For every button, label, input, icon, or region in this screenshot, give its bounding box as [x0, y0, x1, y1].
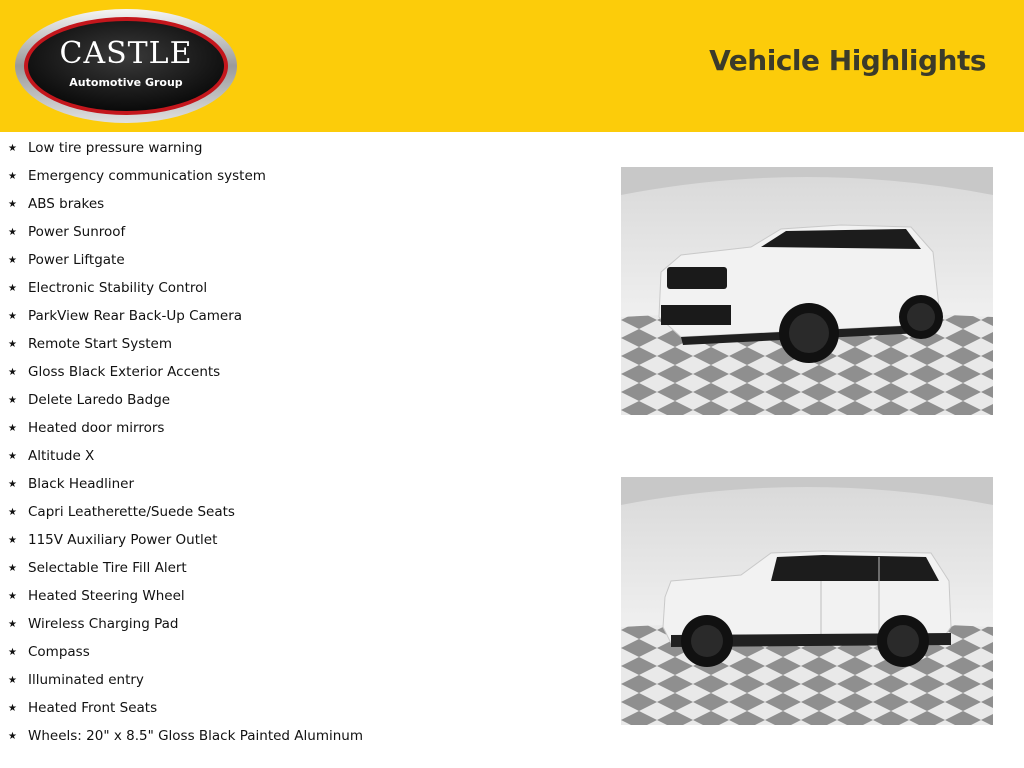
- feature-label: Heated Steering Wheel: [28, 588, 185, 604]
- feature-item: [8, 190, 588, 218]
- castle-logo: [14, 8, 238, 124]
- feature-label: Selectable Tire Fill Alert: [28, 560, 187, 576]
- feature-item: [8, 638, 588, 666]
- feature-label: Heated door mirrors: [28, 420, 165, 436]
- feature-label: Compass: [28, 644, 90, 660]
- star-icon: ★: [8, 170, 17, 182]
- star-icon: ★: [8, 478, 17, 490]
- feature-item: [8, 554, 588, 582]
- feature-item: [8, 274, 588, 302]
- feature-item: [8, 666, 588, 694]
- logo-tagline: Automotive Group: [69, 76, 183, 89]
- feature-label: Emergency communication system: [28, 168, 266, 184]
- star-icon: ★: [8, 646, 17, 658]
- vehicle-front-three-quarter-photo: [621, 167, 993, 415]
- feature-item: [8, 134, 588, 162]
- feature-item: [8, 330, 588, 358]
- feature-label: Heated Front Seats: [28, 700, 158, 716]
- page-title: Vehicle Highlights: [709, 44, 986, 77]
- feature-item: [8, 386, 588, 414]
- feature-item: [8, 694, 588, 722]
- feature-item: [8, 162, 588, 190]
- feature-label: Power Sunroof: [28, 224, 126, 240]
- star-icon: ★: [8, 618, 17, 630]
- star-icon: ★: [8, 226, 17, 238]
- feature-item: [8, 302, 588, 330]
- feature-item: [8, 358, 588, 386]
- feature-item: [8, 218, 588, 246]
- feature-label: Illuminated entry: [28, 672, 144, 688]
- star-icon: ★: [8, 338, 17, 350]
- star-icon: ★: [8, 730, 17, 742]
- header-bar: [0, 0, 1024, 132]
- feature-label: Low tire pressure warning: [28, 140, 203, 156]
- star-icon: ★: [8, 366, 17, 378]
- star-icon: ★: [8, 142, 17, 154]
- feature-item: [8, 470, 588, 498]
- feature-label: Wireless Charging Pad: [28, 616, 179, 632]
- star-icon: ★: [8, 310, 17, 322]
- feature-label: Gloss Black Exterior Accents: [28, 364, 221, 380]
- feature-item: [8, 582, 588, 610]
- feature-item: [8, 246, 588, 274]
- star-icon: ★: [8, 422, 17, 434]
- star-icon: ★: [8, 562, 17, 574]
- feature-list: [8, 134, 588, 750]
- star-icon: ★: [8, 674, 17, 686]
- logo-wordmark: CASTLE: [59, 36, 193, 71]
- star-icon: ★: [8, 198, 17, 210]
- feature-item: [8, 498, 588, 526]
- feature-label: Black Headliner: [28, 476, 135, 492]
- feature-item: [8, 610, 588, 638]
- feature-label: ABS brakes: [28, 196, 105, 212]
- star-icon: ★: [8, 702, 17, 714]
- feature-item: [8, 722, 588, 750]
- feature-item: [8, 442, 588, 470]
- feature-label: Wheels: 20" x 8.5" Gloss Black Painted Aluminum: [28, 728, 363, 744]
- star-icon: ★: [8, 254, 17, 266]
- star-icon: ★: [8, 590, 17, 602]
- feature-label: Capri Leatherette/Suede Seats: [28, 504, 235, 520]
- feature-label: Remote Start System: [28, 336, 172, 352]
- feature-label: ParkView Rear Back-Up Camera: [28, 308, 243, 324]
- feature-label: Power Liftgate: [28, 252, 125, 268]
- star-icon: ★: [8, 450, 17, 462]
- feature-item: [8, 414, 588, 442]
- feature-label: Delete Laredo Badge: [28, 392, 171, 408]
- vehicle-side-profile-photo: [621, 477, 993, 725]
- star-icon: ★: [8, 534, 17, 546]
- star-icon: ★: [8, 282, 17, 294]
- feature-label: Electronic Stability Control: [28, 280, 208, 296]
- feature-item: [8, 526, 588, 554]
- feature-label: Altitude X: [28, 448, 95, 464]
- star-icon: ★: [8, 394, 17, 406]
- star-icon: ★: [8, 506, 17, 518]
- feature-label: 115V Auxiliary Power Outlet: [28, 532, 218, 548]
